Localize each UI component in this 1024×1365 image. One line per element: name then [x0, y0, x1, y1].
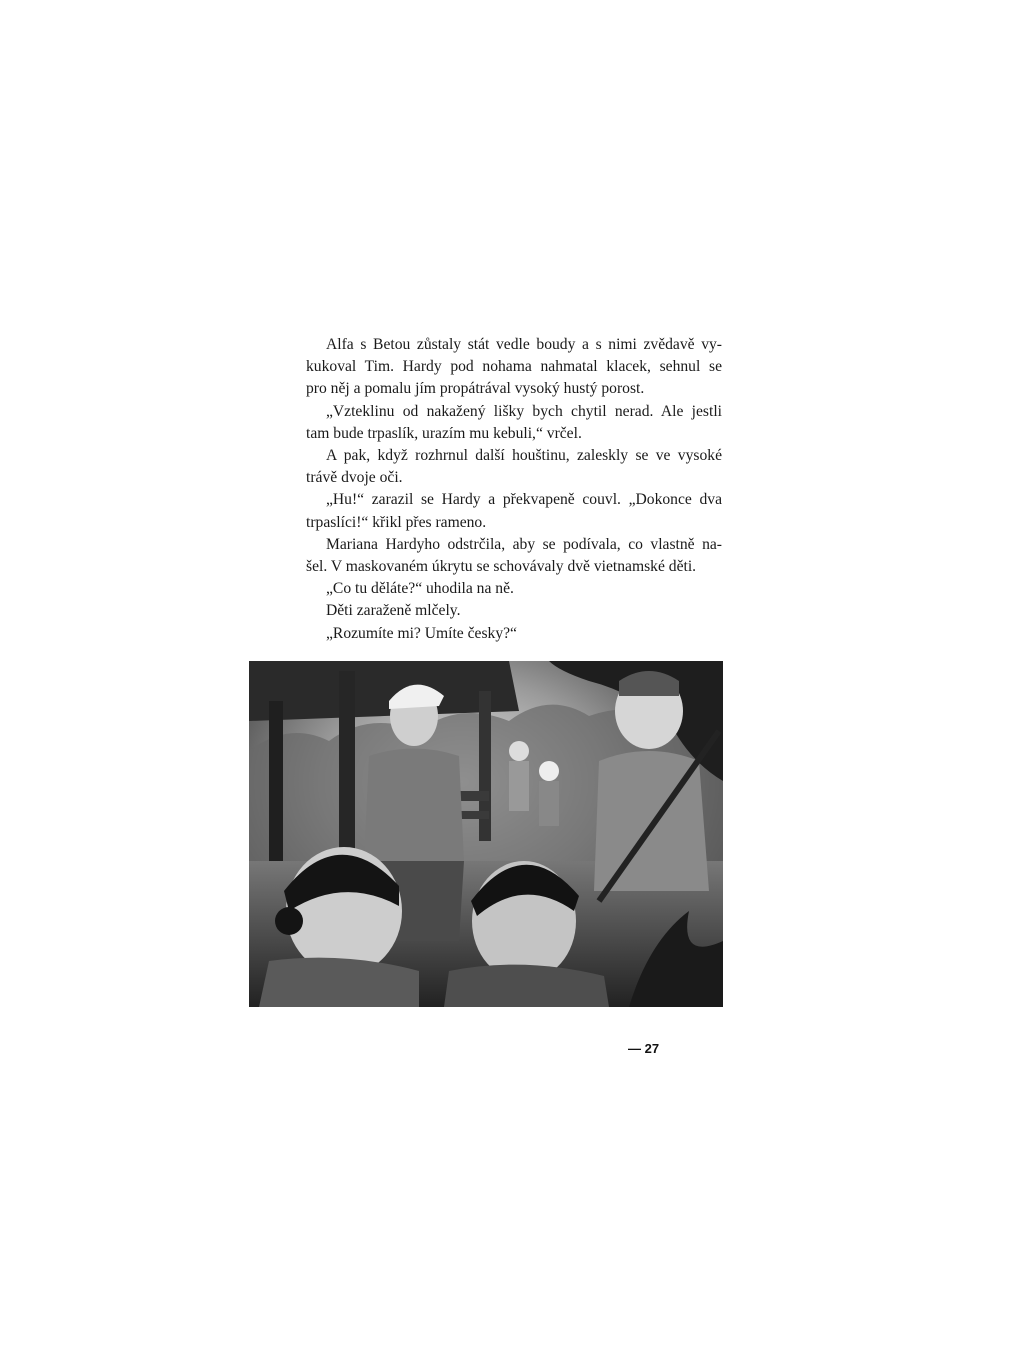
- text-line: „Vzteklinu od nakažený lišky bych chytil nerad. Ale jestli: [326, 402, 722, 420]
- paragraph: [306, 401, 722, 445]
- text-line: šel. V maskovaném úkrytu se schovávaly dvě vietnamské děti.: [306, 558, 697, 576]
- story-illustration: [249, 661, 723, 1007]
- text-line: A pak, když rozhrnul další houštinu, zaleskly se ve vysoké: [326, 447, 722, 465]
- text-line: „Hu!“ zarazil se Hardy a překvapeně couvl. „Dokonce dva: [326, 491, 722, 509]
- text-line: trpaslíci!“ křikl přes rameno.: [306, 513, 487, 531]
- illustration-drawing: [249, 661, 723, 1007]
- paragraph: [306, 445, 722, 489]
- page-number: — 27: [628, 1041, 660, 1056]
- text-line: Mariana Hardyho odstrčila, aby se podívala, co vlastně na-: [326, 535, 722, 553]
- body-text: [306, 334, 722, 645]
- text-line: Alfa s Betou zůstaly stát vedle boudy a s nimi zvědavě vy-: [326, 336, 722, 353]
- text-line: Děti zaraženě mlčely.: [326, 602, 461, 620]
- paragraph: [306, 334, 722, 401]
- text-line: trávě dvoje oči.: [306, 469, 403, 487]
- paragraph: [306, 489, 722, 533]
- text-line: pro něj a pomalu jím propátrával vysoký hustý porost.: [306, 380, 645, 398]
- text-line: „Rozumíte mi? Umíte česky?“: [326, 624, 517, 642]
- text-line: „Co tu děláte?“ uhodila na ně.: [326, 580, 514, 598]
- paragraph: [306, 623, 722, 645]
- paragraph: [306, 578, 722, 600]
- text-line: tam bude trpaslík, urazím mu kebuli,“ vrčel.: [306, 424, 582, 442]
- text-line: kukoval Tim. Hardy pod nohama nahmatal klacek, sehnul se: [306, 358, 722, 376]
- paragraph: [306, 534, 722, 578]
- paragraph: [306, 600, 722, 622]
